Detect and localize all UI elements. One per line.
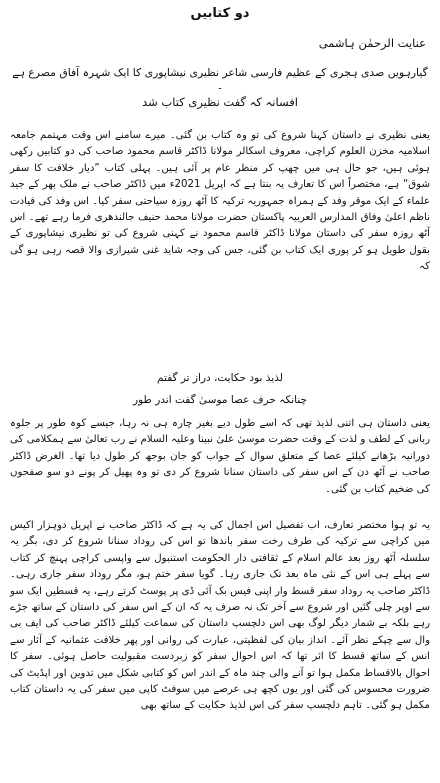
verse-line: لذیذ بود حکایت، دراز تر گفتم [157, 372, 283, 384]
paragraph: یہ تو ہوا مختصر تعارف، اب تفصیل اس اجمال کی یہ ہے کہ ڈاکٹر صاحب نے اپریل دوہزار اکیس میں کراچی سے ترکیہ کی طرف رخت سفر باندھا تو اس کی روداد سنانا شروع کر دی، بگر یہ سلسلہ آٹھ روز بعد عالم اسلام کے ثقافتی دار الحکومت استنبول سے واپسی کراچی پہنچ کر کتاب سے پہلے ہی اس کے نئی ماہ بعد تک جاری رہا۔ گویا سفر ختم ہو، مگر روداد سفر جاری رہی۔ ڈاکٹر صاحب یہ روداد سفر قسط وار اپنی فیس بک آئی ڈی پر پوسٹ کرتے رہے، یہ قسطیں ایک سو سے اوپر چلی گئیں اور شروع سے آخر تک نہ صرف یہ کہ ان کے اس سفر کی داستان کے ساتھ جڑے رہے بلکہ بے شمار دیگر لوگ بھی اس دلچسپ داستان کی سماعت کیلئے ڈاکٹر صاحب کی ایف بی وال سے چپکے نظر آئے۔ انداز بیان کی لفظیتی، عبارت کی روانی اور پھر خلافت عثمانیہ کے آثار سے انس کے ساتھ قسط کا اثر تھا کہ اس احوال سفر کو زبردست مقبولیت حاصل ہوئی۔ سفر کا احوال بالاقساط مکمل ہوا تو آنے والی چند ماہ کے اندر اس کو کتابی شکل میں تدوین اور اپڈیٹ کی ضرورت محسوس کی گئی اور یوں کچھ ہی عرصے میں سوفٹ کاپی میں سفر کی یہ داستان کتاب مکمل ہو گئی۔ تاہم دلچسپ سفر کی اس لذیذ حکایت کے ساتھ بھی [10, 520, 430, 712]
paragraph: یعنی نظیری نے داستان کہنا شروع کی تو وہ کتاب بن گئی۔ میرے سامنے اس وقت مہتمم جامعہ اسلامیہ مخزن العلوم کراچی، معروف اسکالر مولانا ڈاکٹر قاسم محمود صاحب کی دو کتابیں رکھی ہوئی ہیں، جو حال ہی میں چھپ کر منظر عام پر آئی ہیں۔ پہلی کتاب ”دیار خلافت کا سفر شوق“ ہے، مختصراً اس کا تعارف یہ بنتا ہے کہ اپریل 2021ء میں ڈاکٹر صاحب نے ملک بھر کے جید علماء کے ایک موقر وفد کے ہمراہ جمہوریہ ترکیہ کا آٹھ روزہ سیاحتی سفر کیا۔ اس وفد کی قیادت ناظم اعلیٰ وفاق المدارس العربیہ پاکستان حضرت مولانا محمد حنیف جالندھری فرما رہے تھے۔ اس آٹھ روزہ سفر کی داستان مولانا ڈاکٹر قاسم محمود نے کہنی شروع کی تو نظیری نیشاپوری کے بقول طویل ہو کر پوری ایک کتاب بن گئی، جس کی وجہ شاید غنی شیرازی والا قصہ رہی ہو گی کہ [10, 130, 430, 273]
verse-line: چنانکہ حرف عصا موسیٰ گفت اندر طور [133, 394, 307, 406]
author-name: عنایت الرحمٰن ہاشمی [318, 36, 426, 50]
paragraph: یعنی داستان ہی اتنی لذیذ تھی کہ اسے طول دیے بغیر چارہ ہی نہ رہا، جیسے کوہ طور پر جلوہ ربانی کے لطف و لذت کے وقت حضرت موسیٰ علیٰ نبینا وعلیہ السلام نے رب تعالیٰ سے ہمکلامی کی دورانیہ بڑھانے کیلئے عصا کے متعلق سوال کے جواب کو جان بوجھ کر طول دیا تھا۔ الغرض ڈاکٹر صاحب نے آٹھ دن کے اس سفر کی داستان سنانا شروع کر دی تو وہ پھیل کر پونے دو سو صفحوں کی ضخیم کتاب بن گئی۔ [9, 418, 430, 495]
intro-line: گیارہویں صدی ہجری کے عظیم فارسی شاعر نظیری نیشاپوری کا ایک شہرہ آفاق مصرع ہے ۔ [12, 66, 428, 92]
quoted-verse: افسانہ کہ گفت نظیری کتاب شد [142, 95, 298, 109]
article-title: دو کتابیں [190, 6, 250, 21]
